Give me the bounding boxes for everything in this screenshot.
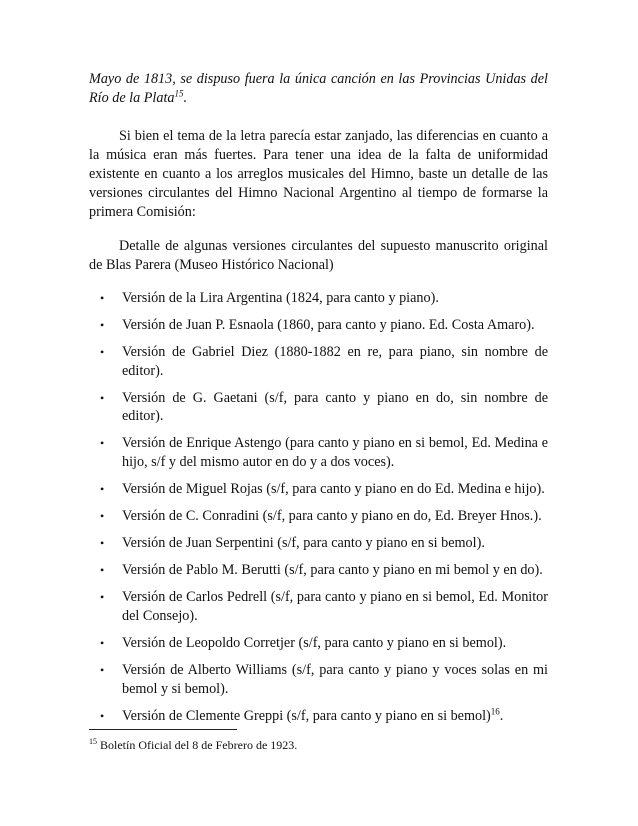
version-end: .	[499, 707, 504, 724]
intro-paragraph	[89, 70, 548, 108]
intro-end: .	[183, 90, 188, 106]
bullet-icon: •	[100, 509, 105, 524]
footnote-ref-16[interactable]: 16	[490, 705, 500, 716]
version-text: Versión de G. Gaetani (s/f, para canto y piano en do, sin nombre de editor).	[122, 389, 548, 425]
version-text: Versión de Miguel Rojas (s/f, para canto y piano en do Ed. Medina e hijo).	[122, 480, 545, 497]
bullet-icon: •	[100, 536, 105, 551]
footnote-ref-15[interactable]: 15	[174, 88, 184, 99]
list-item	[89, 534, 548, 553]
version-text: Versión de Enrique Astengo (para canto y piano en si bemol, Ed. Medina e hijo, s/f y del mismo autor en do y a dos voces).	[122, 435, 548, 470]
footnote-text: Boletín Oficial del 8 de Febrero de 1923.	[97, 738, 298, 752]
document-body	[89, 70, 548, 734]
bullet-icon: •	[100, 563, 105, 578]
list-item	[89, 434, 548, 471]
list-item	[89, 343, 548, 380]
list-item	[89, 507, 548, 526]
list-item	[89, 707, 548, 726]
version-text: Versión de Pablo M. Berutti (s/f, para canto y piano en mi bemol y en do).	[122, 562, 543, 579]
paragraph-detail: Detalle de algunas versiones circulantes del supuesto manuscrito original de Blas Parera (Museo Histórico Nacional)	[89, 238, 548, 273]
footnote-15	[89, 737, 548, 753]
bullet-icon: •	[100, 663, 105, 678]
version-text: Versión de la Lira Argentina (1824, para canto y piano).	[122, 290, 439, 306]
footnote-number: 15	[89, 737, 97, 746]
bullet-icon: •	[100, 708, 105, 723]
list-item	[89, 661, 548, 698]
list-item	[89, 588, 548, 625]
list-item	[89, 316, 548, 335]
bullet-icon: •	[100, 481, 105, 496]
list-item	[89, 634, 548, 653]
list-item	[89, 480, 548, 499]
bullet-icon: •	[100, 345, 105, 360]
footnote-divider	[89, 729, 237, 730]
versions-list	[89, 289, 548, 725]
version-text: Versión de Gabriel Diez (1880-1882 en re, para piano, sin nombre de editor).	[122, 344, 548, 379]
version-text: Versión de Juan P. Esnaola (1860, para canto y piano. Ed. Costa Amaro).	[122, 317, 535, 334]
list-item	[89, 289, 548, 308]
bullet-icon: •	[100, 390, 105, 405]
version-text: Versión de C. Conradini (s/f, para canto y piano en do, Ed. Breyer Hnos.).	[122, 508, 542, 525]
bullet-icon: •	[100, 318, 105, 333]
bullet-icon: •	[100, 590, 105, 605]
version-text: Versión de Leopoldo Corretjer (s/f, para canto y piano en si bemol).	[122, 634, 507, 651]
list-item	[89, 389, 548, 426]
version-text: Versión de Carlos Pedrell (s/f, para canto y piano en si bemol, Ed. Monitor del Consejo).	[122, 589, 548, 624]
bullet-icon: •	[100, 291, 105, 305]
version-text: Versión de Alberto Williams (s/f, para canto y piano y voces solas en mi bemol y si bemol).	[122, 662, 548, 697]
paragraph-differences: Si bien el tema de la letra parecía estar zanjado, las diferencias en cuanto a la música eran más fuertes. Para tener una idea de la falta de uniformidad existente en cuanto a los arreglos musicales del Himno, baste un detalle de las versiones circulantes del Himno Nacional Argentino al tiempo de formarse la primera Comisión:	[89, 128, 548, 220]
bullet-icon: •	[100, 635, 105, 650]
version-text: Versión de Juan Serpentini (s/f, para canto y piano en si bemol).	[122, 535, 485, 552]
list-item	[89, 561, 548, 580]
version-text: Versión de Clemente Greppi (s/f, para canto y piano en si bemol)	[122, 707, 491, 724]
intro-text: Mayo de 1813, se dispuso fuera la única canción en las Provincias Unidas del Río de la Plata	[89, 71, 548, 106]
bullet-icon: •	[100, 436, 105, 451]
